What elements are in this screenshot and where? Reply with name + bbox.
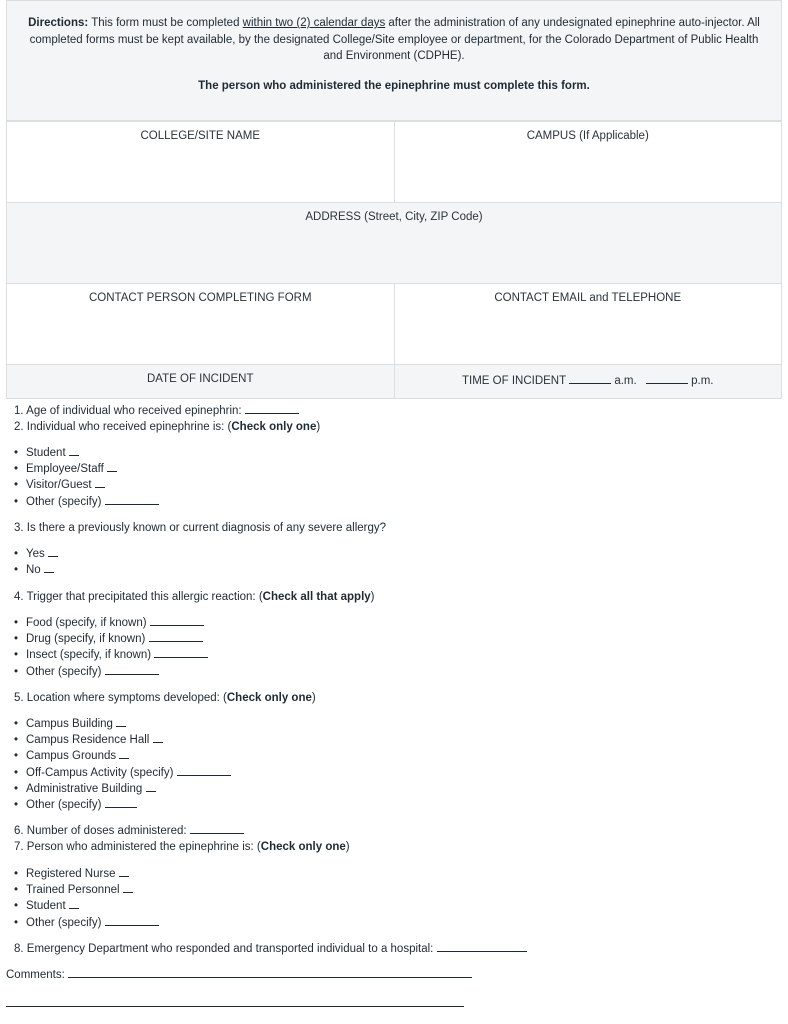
check-blank[interactable]	[44, 562, 54, 573]
contact-email-field[interactable]	[394, 284, 782, 365]
check-blank[interactable]	[123, 882, 133, 893]
directions-label: Directions:	[28, 17, 89, 29]
q2-text: 2. Individual who received epinephrine is: (	[14, 421, 232, 433]
option-label: Off-Campus Activity (specify)	[26, 766, 174, 779]
comments-row	[6, 967, 472, 984]
specify-blank[interactable]	[177, 765, 231, 776]
list-item[interactable]	[14, 866, 159, 882]
q4-instruction: Check all that apply	[262, 591, 371, 603]
option-label: No	[26, 564, 41, 577]
specify-blank[interactable]	[105, 797, 137, 808]
check-blank[interactable]	[119, 866, 129, 877]
specify-blank[interactable]	[150, 615, 204, 626]
option-label: Other (specify)	[26, 916, 102, 929]
date-field[interactable]	[7, 365, 395, 399]
option-label: Registered Nurse	[26, 868, 116, 880]
list-item[interactable]	[14, 477, 159, 493]
list-item[interactable]	[14, 882, 159, 898]
option-label: Campus Building	[26, 718, 113, 730]
address-label: ADDRESS (Street, City, ZIP Code)	[305, 211, 483, 223]
q3-options	[14, 546, 58, 578]
directions-text-a: This form must be completed	[88, 17, 243, 29]
list-item[interactable]	[14, 615, 208, 631]
option-label: Other (specify)	[26, 495, 102, 508]
option-label: Yes	[26, 548, 45, 560]
check-blank[interactable]	[153, 732, 163, 743]
directions-deadline: within two (2) calendar days	[242, 17, 386, 29]
list-item[interactable]	[14, 797, 231, 813]
option-label: Food (specify, if known)	[26, 617, 147, 629]
option-label: Insect (specify, if known)	[26, 649, 152, 662]
q6-text: 6. Number of doses administered:	[14, 825, 187, 837]
directions-box	[6, 0, 782, 121]
campus-field[interactable]	[394, 122, 782, 203]
question-5	[14, 690, 316, 707]
option-label: Drug (specify, if known)	[26, 633, 146, 646]
option-label: Administrative Building	[26, 782, 143, 795]
q4-text: 4. Trigger that precipitated this allergic reaction: (	[14, 591, 263, 603]
contact-person-label: CONTACT PERSON COMPLETING FORM	[88, 292, 312, 304]
q5-text: 5. Location where symptoms developed: (	[14, 692, 227, 704]
check-blank[interactable]	[116, 716, 126, 727]
college-site-field[interactable]	[7, 122, 395, 203]
directions-text	[21, 15, 767, 65]
incident-info-table	[6, 121, 782, 399]
list-item[interactable]	[14, 748, 231, 764]
list-item[interactable]	[14, 461, 159, 477]
list-item[interactable]	[14, 915, 159, 931]
campus-label: CAMPUS (If Applicable)	[526, 130, 649, 142]
list-item[interactable]	[14, 716, 231, 732]
q1-text: 1. Age of individual who received epinephrin:	[14, 405, 242, 417]
q8-text: 8. Emergency Department who responded and transported individual to a hospital:	[14, 943, 434, 955]
check-blank[interactable]	[95, 477, 105, 488]
option-label: Campus Residence Hall	[26, 734, 150, 747]
check-blank[interactable]	[69, 898, 79, 909]
directions-text-b: after the administration of any undesignated epinephrine auto-injector. All completed forms must be kept available, by the designated College/Site employee or department, for the Colorado Department of Public Health and Environment (CDPHE).	[29, 17, 760, 62]
option-label: Student	[26, 447, 66, 459]
q2-close: )	[316, 421, 321, 433]
option-label: Trained Personnel	[26, 884, 120, 897]
check-blank[interactable]	[119, 748, 129, 759]
q1-blank[interactable]	[245, 403, 299, 414]
question-7	[14, 839, 350, 856]
date-label: DATE OF INCIDENT	[147, 373, 254, 385]
am-blank[interactable]	[569, 373, 611, 384]
list-item[interactable]	[14, 546, 58, 562]
directions-requirement: The person who administered the epinephrine must complete this form.	[198, 79, 590, 92]
check-blank[interactable]	[146, 781, 156, 792]
contact-email-label: CONTACT EMAIL and TELEPHONE	[494, 292, 682, 304]
list-item[interactable]	[14, 647, 208, 663]
comments-line-2[interactable]	[6, 1006, 464, 1007]
option-label: Campus Grounds	[26, 750, 117, 763]
list-item[interactable]	[14, 781, 231, 797]
option-label: Other (specify)	[26, 799, 102, 812]
list-item[interactable]	[14, 445, 159, 461]
pm-label: p.m.	[691, 375, 714, 387]
time-field[interactable]	[394, 365, 782, 399]
question-1	[14, 403, 299, 420]
check-blank[interactable]	[48, 546, 58, 557]
question-8	[14, 941, 527, 958]
option-label: Other (specify)	[26, 665, 102, 678]
q2-instruction: Check only one	[231, 421, 317, 433]
question-4	[14, 589, 375, 606]
question-2	[14, 419, 320, 436]
check-blank[interactable]	[69, 445, 79, 456]
option-label: Student	[26, 900, 66, 913]
q5-instruction: Check only one	[226, 692, 312, 704]
q7-instruction: Check only one	[260, 841, 346, 853]
address-field[interactable]	[7, 203, 782, 284]
q5-close: )	[311, 692, 316, 704]
q4-options	[14, 615, 208, 680]
am-label: a.m.	[614, 375, 637, 387]
check-blank[interactable]	[107, 461, 117, 472]
question-3: 3. Is there a previously known or current diagnosis of any severe allergy?	[14, 522, 387, 534]
q6-blank[interactable]	[190, 823, 244, 834]
specify-blank[interactable]	[105, 915, 159, 926]
q7-close: )	[345, 841, 350, 853]
option-label: Employee/Staff	[26, 463, 104, 476]
list-item[interactable]	[14, 631, 208, 647]
list-item[interactable]	[14, 732, 231, 748]
question-6	[14, 823, 244, 840]
q7-options	[14, 866, 159, 931]
list-item[interactable]	[14, 562, 58, 578]
pm-blank[interactable]	[646, 373, 688, 384]
time-label: TIME OF INCIDENT	[462, 375, 566, 387]
list-item[interactable]	[14, 765, 231, 781]
specify-blank[interactable]	[149, 631, 203, 642]
list-item[interactable]	[14, 898, 159, 914]
list-item[interactable]	[14, 494, 159, 510]
q4-close: )	[370, 591, 375, 603]
q8-blank[interactable]	[437, 941, 527, 952]
q5-options	[14, 716, 231, 813]
list-item[interactable]	[14, 664, 208, 680]
comments-label: Comments:	[6, 969, 65, 981]
college-site-label: COLLEGE/SITE NAME	[140, 130, 260, 142]
specify-blank[interactable]	[154, 647, 208, 658]
specify-blank[interactable]	[105, 664, 159, 675]
q2-options	[14, 445, 159, 510]
q7-text: 7. Person who administered the epinephrine is: (	[14, 841, 261, 853]
option-label: Visitor/Guest	[26, 479, 92, 492]
contact-person-field[interactable]	[7, 284, 395, 365]
specify-blank[interactable]	[105, 494, 159, 505]
comments-line-1[interactable]	[68, 967, 472, 978]
